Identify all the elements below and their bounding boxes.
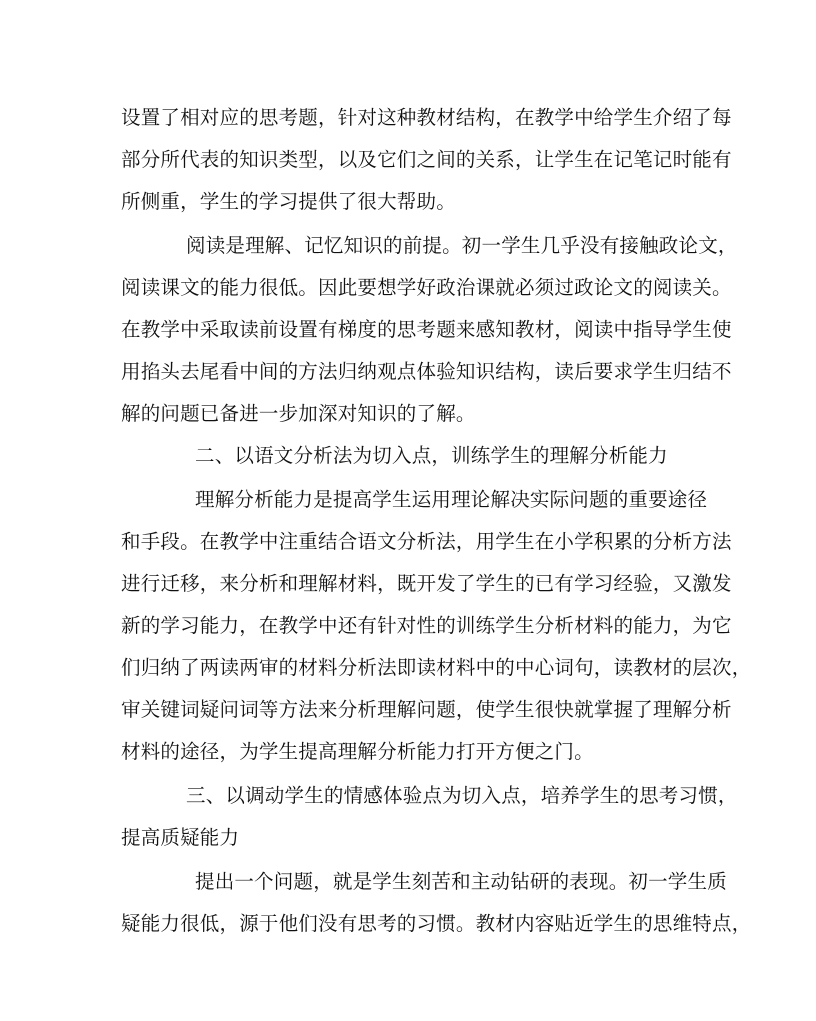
text-line: 阅读课文的能力很低。因此要想学好政治课就必须过政论文的阅读关。 [121,276,732,299]
text-line: 新的学习能力，在教学中还有针对性的训练学生分析材料的能力，为它 [121,614,732,637]
section-heading-two: 二、以语文分析法为切入点，训练学生的理解分析能力 [195,444,668,467]
text-line: 审关键词疑问词等方法来分析理解问题，使学生很快就掌握了理解分析 [121,698,732,721]
text-line: 和手段。在教学中注重结合语文分析法，用学生在小学积累的分析方法 [121,530,732,553]
text-line: 们归纳了两读两审的材料分析法即读材料中的中心词句，读教材的层次， [121,656,752,679]
text-line: 设置了相对应的思考题，针对这种教材结构，在教学中给学生介绍了每 [121,106,732,129]
text-line: 所侧重，学生的学习提供了很大帮助。 [121,190,456,213]
text-line: 用掐头去尾看中间的方法归纳观点体验知识结构，读后要求学生归结不 [121,360,732,383]
paragraph-first-line: 提出一个问题，就是学生刻苦和主动钻研的表现。初一学生质 [195,870,727,893]
text-line: 材料的途径，为学生提高理解分析能力打开方便之门。 [121,740,594,763]
section-heading-three-continued: 提高质疑能力 [121,826,240,849]
text-line: 部分所代表的知识类型，以及它们之间的关系，让学生在记笔记时能有 [121,148,732,171]
text-line: 在教学中采取读前设置有梯度的思考题来感知教材，阅读中指导学生使 [121,318,732,341]
section-heading-three: 三、以调动学生的情感体验点为切入点，培养学生的思考习惯， [186,784,738,807]
text-line: 进行迁移，来分析和理解材料，既开发了学生的已有学习经验，又激发 [121,572,732,595]
paragraph-first-line: 阅读是理解、记忆知识的前提。初一学生几乎没有接触政论文， [186,234,738,257]
text-line: 疑能力很低，源于他们没有思考的习惯。教材内容贴近学生的思维特点， [121,912,752,935]
text-line: 解的问题已备进一步加深对知识的了解。 [121,402,476,425]
paragraph-first-line: 理解分析能力是提高学生运用理论解决实际问题的重要途径 [195,488,708,511]
